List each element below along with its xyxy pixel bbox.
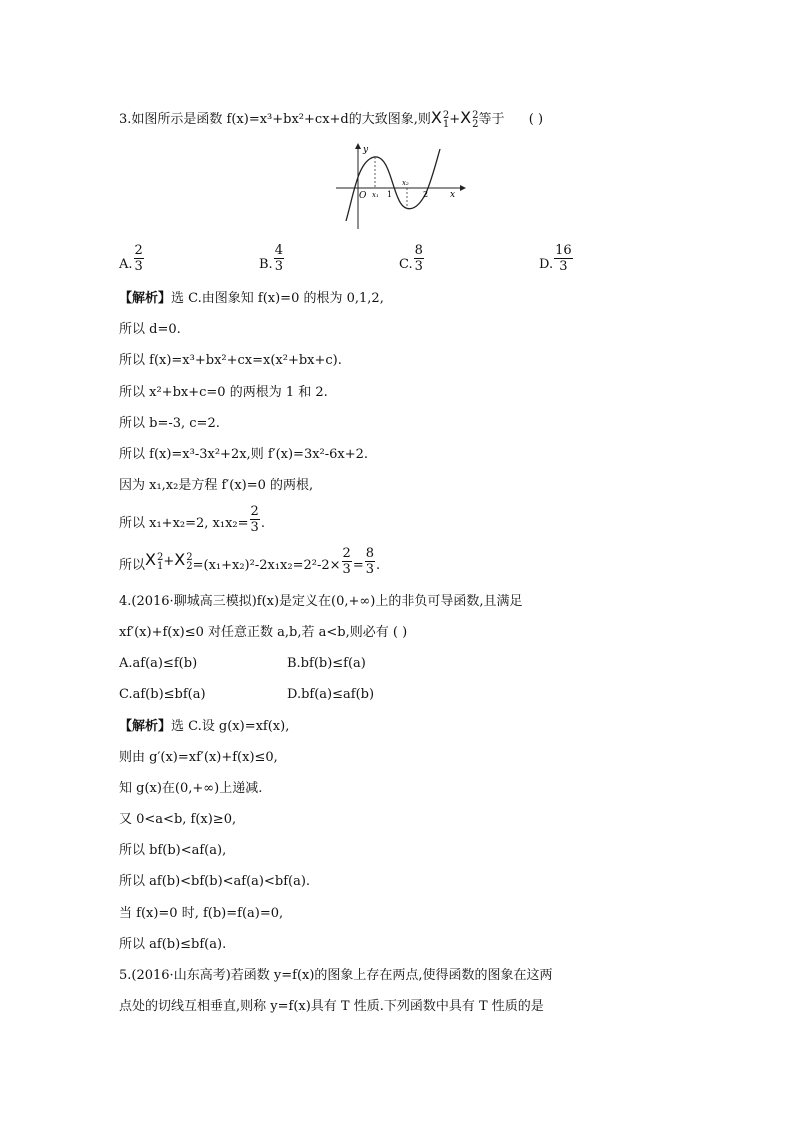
sol3-line-5: 所以 b=-3, c=2. bbox=[119, 416, 220, 431]
sol3-line-1: 【解析】选 C.由图象知 f(x)=0 的根为 0,1,2, bbox=[119, 291, 384, 306]
sol3-line-2: 所以 d=0. bbox=[119, 322, 181, 337]
q4-option-b: B.bf(b)≤f(a) bbox=[287, 656, 366, 671]
q4-option-a: A.af(a)≤f(b) bbox=[119, 656, 198, 671]
q4-option-d: D.bf(a)≤af(b) bbox=[287, 687, 375, 702]
q5-line-1: 5.(2016·山东高考)若函数 y=f(x)的图象上存在两点,使得函数的图象在这两 bbox=[119, 968, 553, 983]
q3-option-c-fraction: $\frac{8}{3}$ bbox=[414, 243, 423, 274]
sol4-line-3: 知 g(x)在(0,+∞)上递减. bbox=[119, 781, 263, 796]
origin-label: O bbox=[359, 191, 367, 201]
q3-option-d-fraction: $\frac{16}{3}$ bbox=[555, 243, 572, 274]
frac-2-3: $\frac{2}{3}$ bbox=[250, 504, 259, 535]
x2-label: x₂ bbox=[402, 179, 409, 187]
solution-tag-4: 【解析】 bbox=[119, 719, 172, 734]
x-axis-arrow bbox=[460, 185, 466, 191]
sol3-line-6: 所以 f(x)=x³-3x²+2x,则 f′(x)=3x²-6x+2. bbox=[119, 447, 369, 462]
q3-stem-text: 3.如图所示是函数 f(x)=x³+bx²+cx+d的大致图象,则 bbox=[119, 112, 431, 127]
sol3-line-8: 所以 x₁+x₂=2, x₁x₂= $\frac{2}{3}$ . bbox=[119, 504, 265, 535]
q4-line-1: 4.(2016·聊城高三模拟)f(x)是定义在(0,+∞)上的非负可导函数,且满足 bbox=[119, 594, 523, 609]
frac-2-3-b: $\frac{2}{3}$ bbox=[342, 546, 351, 577]
cubic-function-graph bbox=[336, 143, 466, 231]
q4-line-2: xf′(x)+f(x)≤0 对任意正数 a,b,若 a<b,则必有 ( ) bbox=[119, 625, 408, 640]
q3-option-d: D. $\frac{16}{3}$ bbox=[539, 243, 572, 274]
q3-option-b: B. $\frac{4}{3}$ bbox=[259, 243, 283, 274]
sol4-line-4: 又 0<a<b, f(x)≥0, bbox=[119, 812, 237, 827]
sol3-line-7: 因为 x₁,x₂是方程 f′(x)=0 的两根, bbox=[119, 478, 314, 493]
q3-answer-paren: ( ) bbox=[528, 112, 544, 127]
sol3-line-3: 所以 f(x)=x³+bx²+cx=x(x²+bx+c). bbox=[119, 353, 342, 368]
q3-option-a: A. $\frac{2}{3}$ bbox=[119, 243, 143, 274]
sol4-line-2: 则由 g′(x)=xf′(x)+f(x)≤0, bbox=[119, 750, 278, 765]
q3-x2: X bbox=[460, 108, 472, 127]
q5-line-2: 点处的切线互相垂直,则称 y=f(x)具有 T 性质.下列函数中具有 T 性质的是 bbox=[119, 999, 544, 1014]
q4-option-c: C.af(b)≤bf(a) bbox=[119, 687, 206, 702]
sol3-line-4: 所以 x²+bx+c=0 的两根为 1 和 2. bbox=[119, 385, 328, 400]
q3-stem: 3.如图所示是函数 f(x)=x³+bx²+cx+d的大致图象,则X 2 1 +X 2 2 等于 ( ) bbox=[119, 108, 544, 130]
tick-2-label: 2 bbox=[423, 190, 429, 199]
y-label: y bbox=[363, 145, 369, 155]
sol4-line-7: 当 f(x)=0 时, f(b)=f(a)=0, bbox=[119, 906, 284, 921]
q3-option-b-fraction: $\frac{4}{3}$ bbox=[274, 243, 283, 274]
q3-stem-end: 等于 bbox=[478, 112, 505, 127]
y-axis-arrow bbox=[355, 143, 361, 149]
tick-1-label: 1 bbox=[387, 190, 393, 199]
q3-x1-indices: 2 1 bbox=[442, 109, 450, 130]
q3-option-c: C. $\frac{8}{3}$ bbox=[399, 243, 423, 274]
sol4-line-6: 所以 af(b)<bf(b)<af(a)<bf(a). bbox=[119, 874, 311, 889]
q3-option-a-fraction: $\frac{2}{3}$ bbox=[134, 243, 143, 274]
sol3-line-9: 所以X 2 1 +X 2 2 =(x₁+x₂)²-2x₁x₂=2²-2× $\frac{2}{3}$ = $\frac{8}{3}$ . bbox=[119, 546, 381, 577]
sol4-line-5: 所以 bf(b)<af(a), bbox=[119, 843, 227, 858]
sol4-line-1: 【解析】选 C.设 g(x)=xf(x), bbox=[119, 719, 290, 734]
solution-tag: 【解析】 bbox=[119, 291, 172, 306]
frac-8-3: $\frac{8}{3}$ bbox=[365, 546, 374, 577]
q3-x2-indices: 2 2 bbox=[472, 109, 479, 130]
sol4-line-8: 所以 af(b)≤bf(a). bbox=[119, 937, 227, 952]
cubic-curve bbox=[346, 149, 440, 221]
q3-x1: X bbox=[430, 108, 442, 127]
x-label: x bbox=[450, 190, 456, 200]
x1-label: x₁ bbox=[372, 191, 379, 199]
